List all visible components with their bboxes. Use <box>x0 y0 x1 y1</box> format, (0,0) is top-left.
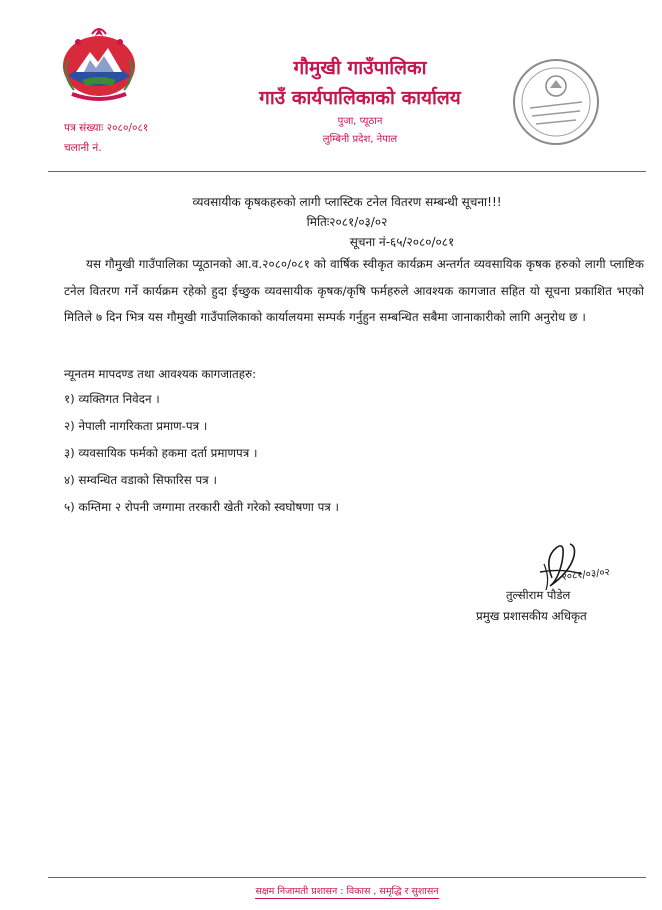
notice-title: व्यवसायीक कृषकहरुको लागी प्लास्टिक टनेल वितरण सम्बन्धी सूचना!!! <box>192 195 502 209</box>
address-line-2: लुम्बिनी प्रदेश, नेपाल <box>322 134 398 145</box>
office-subtitle: गाउँ कार्यपालिकाको कार्यालय <box>259 87 461 109</box>
dispatch-number: चलानी नं. <box>64 142 102 154</box>
list-item: ३) व्यवसायिक फर्मको हकमा दर्ता प्रमाणपत्र । <box>64 446 258 460</box>
signer-name: तुल्सीराम पौडेल <box>506 588 571 602</box>
office-name: गौमुखी गाउँपालिका <box>293 57 427 79</box>
list-item: ४) सम्वन्धित वडाको सिफारिस पत्र । <box>64 473 217 487</box>
nepal-government-emblem-icon <box>54 20 144 108</box>
header-divider <box>48 171 646 172</box>
address-line-1: पुजा, प्यूठान <box>337 116 383 127</box>
notice-number: सूचना नं-६५/२०८०/०८१ <box>349 235 455 249</box>
footer-motto <box>48 884 646 897</box>
footer-motto-text: सक्षम निजामती प्रशासन : विकास , समृद्धि र सुशासन <box>255 886 439 897</box>
signature-date: २०८१/०३/०२ <box>561 566 611 583</box>
notice-date: मितिः२०८१/०३/०२ <box>306 215 388 229</box>
list-item: २) नेपाली नागरिकता प्रमाण-पत्र । <box>64 419 208 433</box>
reference-number: पत्र संख्याः २०८०/०८१ <box>64 122 149 134</box>
requirements-heading: न्यूनतम मापदण्ड तथा आवश्यक कागजातहरु: <box>64 367 257 381</box>
office-seal-stamp-icon <box>510 56 602 148</box>
list-item: ५) कम्तिमा २ रोपनी जग्गामा तरकारी खेती गरेको स्वघोषणा पत्र । <box>64 500 340 514</box>
signer-title: प्रमुख प्रशासकीय अधिकृत <box>476 609 587 623</box>
footer-divider <box>48 877 646 878</box>
notice-body: यस गौमुखी गाउँपालिका प्यूठानको आ.व.२०८०/०८१ को वार्षिक स्वीकृत कार्यक्रम अन्तर्गत व्यवसायिक कृषक हरुको लागी प्लाष्टिक टनेल वितरण गर्ने कार्यक्रम रहेको हुदा ईच्छुक व्यवसायीक कृषक/कृषि फर्महरुले आवश्यक कागजात सहित यो सूचना प्रकाशित भएको मितिले ७ दिन भित्र यस गौमुखी गाउँपालिकाको कार्यालयमा सम्पर्क गर्नुहुन सम्बन्धित सबैमा जानाकारीको लागि अनुरोध छ । <box>64 257 644 324</box>
requirements-list <box>64 386 339 521</box>
list-item: १) व्यक्तिगत निवेदन । <box>64 392 160 406</box>
